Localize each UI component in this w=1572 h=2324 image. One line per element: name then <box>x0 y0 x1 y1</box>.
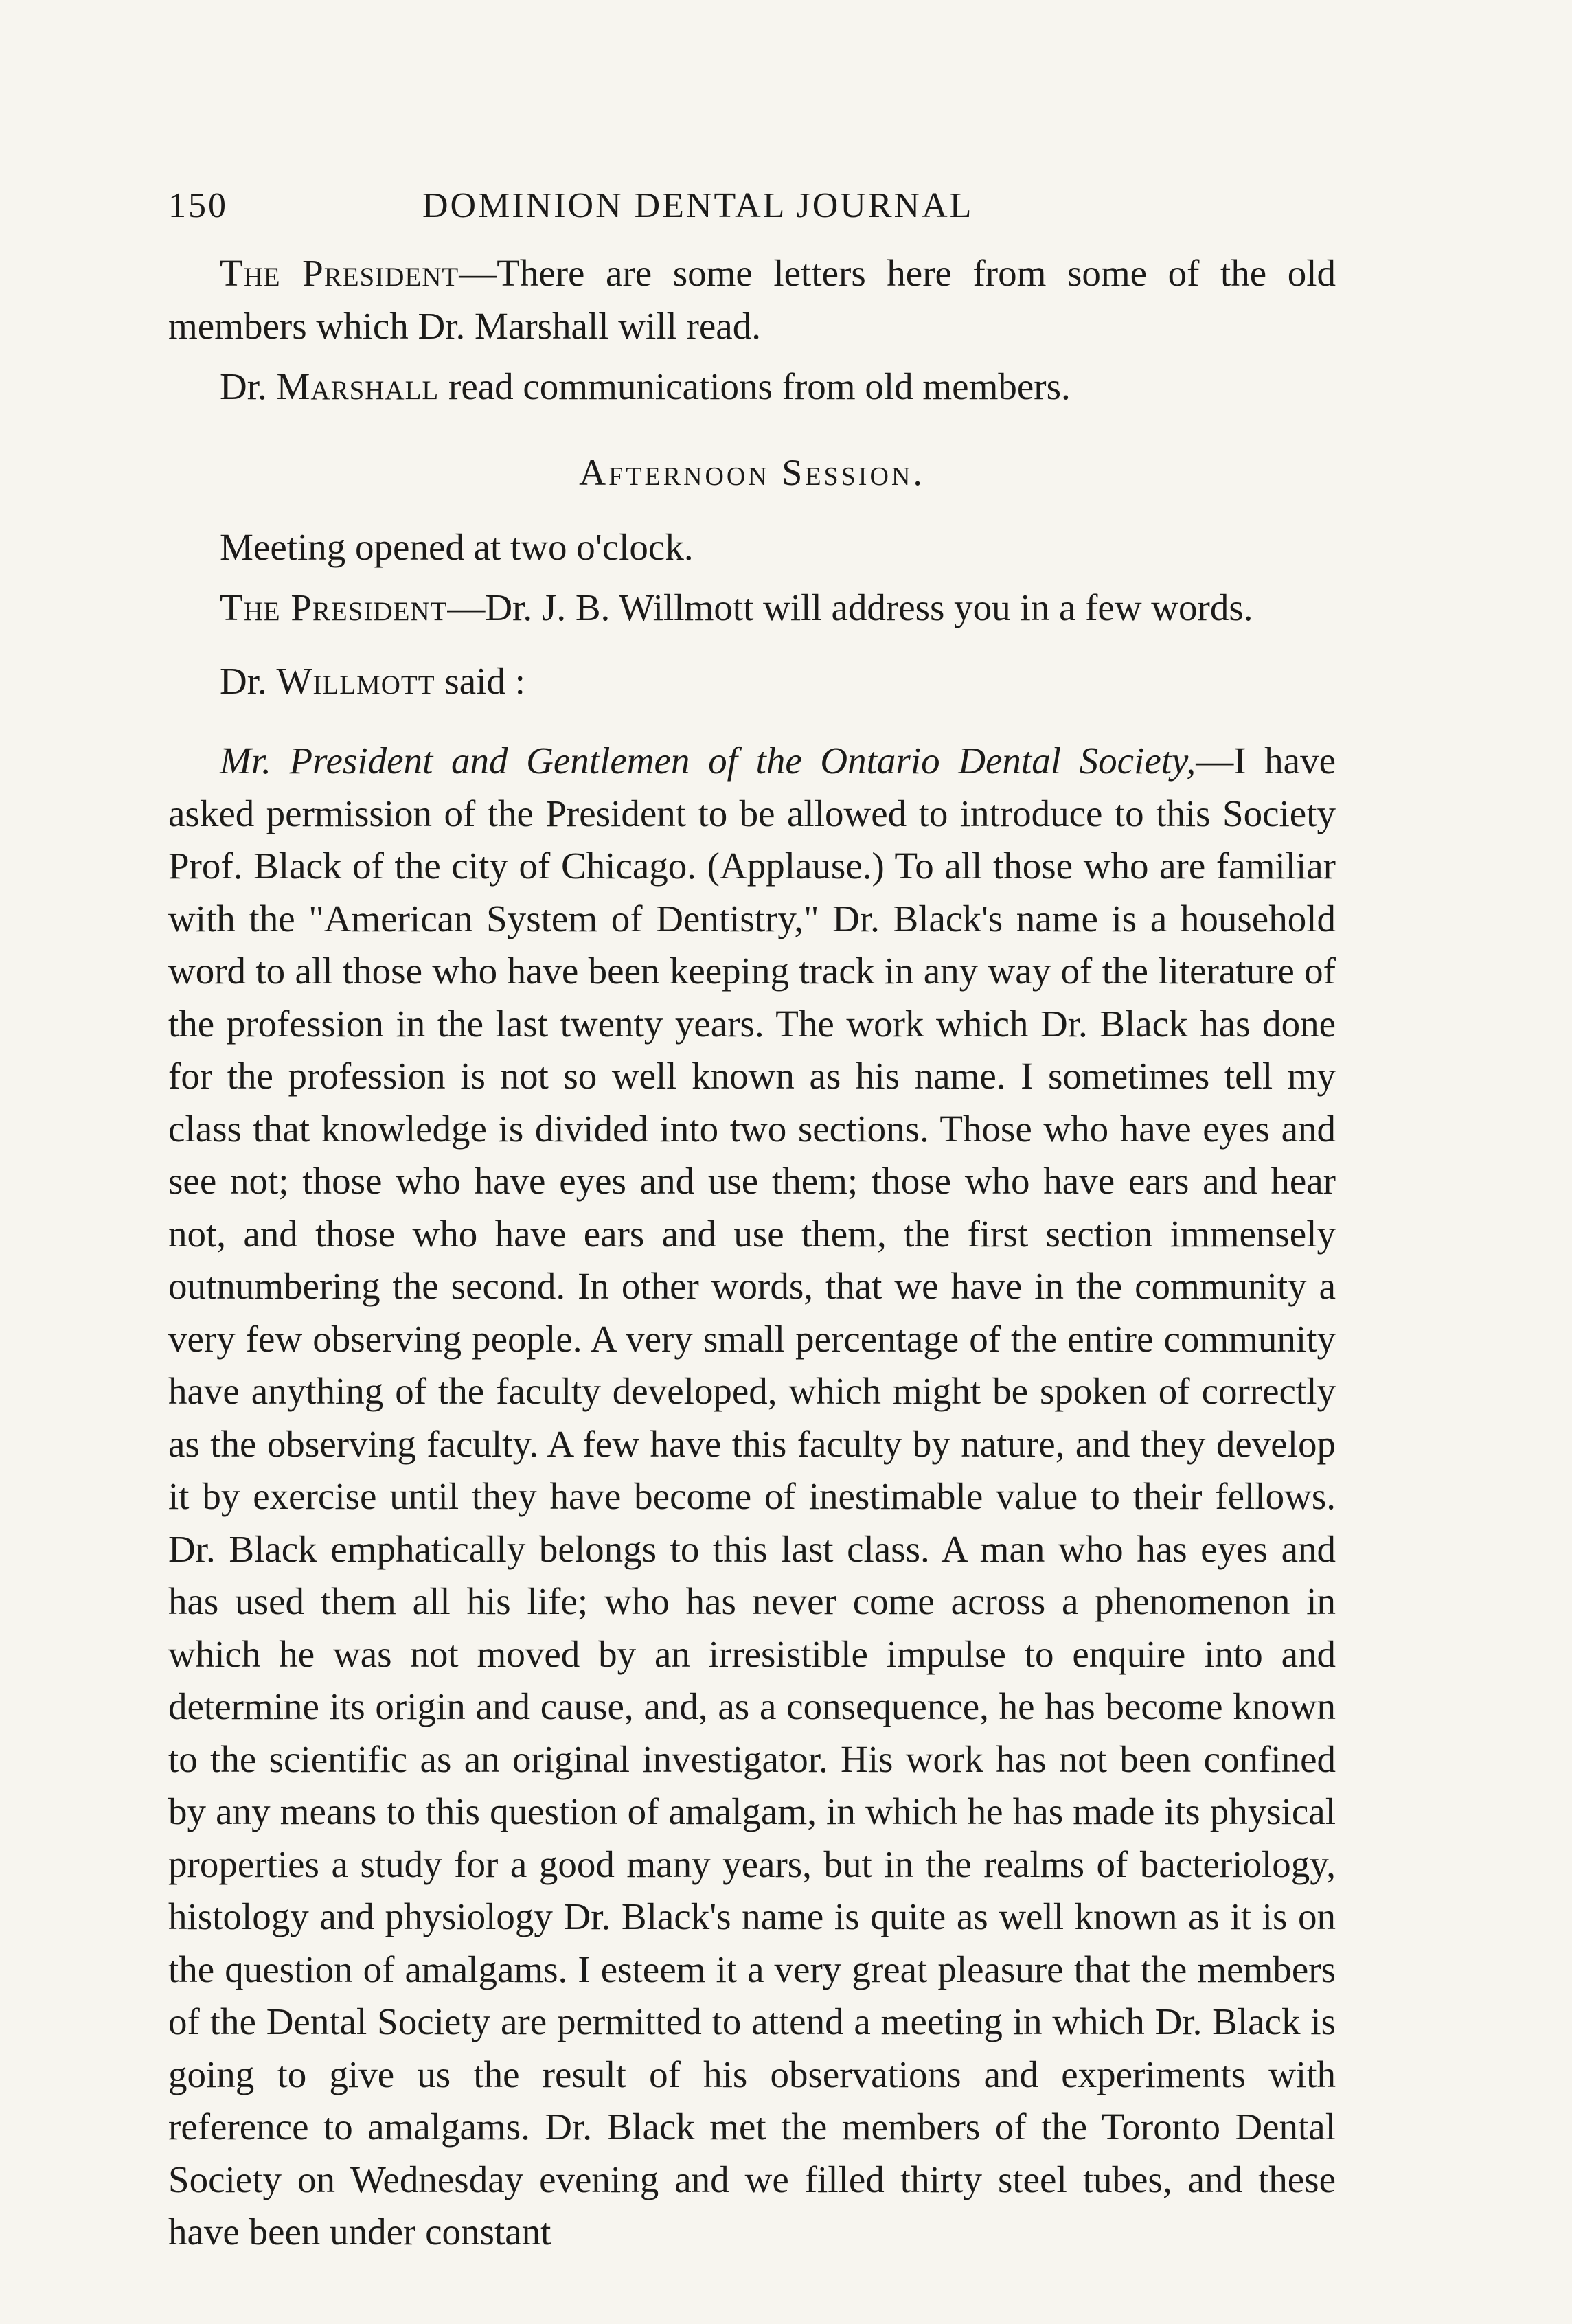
speech-paragraph <box>168 735 1336 2259</box>
willmott-said-paragraph <box>168 655 1336 708</box>
paragraph-text: read communications from old members. <box>439 365 1071 407</box>
speech-salutation: Mr. President and Gentlemen of the Ontario Dental Society, <box>220 740 1196 782</box>
speech-text: —I have asked permission of the President to be allowed to introduce to this Society Prof. Black of the city of Chicago. (Applause.) To all those who are familiar with the "American System of Dentistry," Dr. Black's name is a household word to all those who have been keeping track in any way of the literature of the profession in the last twenty years. The work which Dr. Black has done for the profession is not so well known as his name. I sometimes tell my class that knowledge is divided into two sections. Those who have eyes and see not; those who have eyes and use them; those who have ears and hear not, and those who have ears and use them, the first section immensely outnumbering the second. In other words, that we have in the community a very few observing people. A very small percentage of the entire community have anything of the faculty developed, which might be spoken of correctly as the observing faculty. A few have this faculty by nature, and they develop it by exercise until they have become of inestimable value to their fellows. Dr. Black emphatically belongs to this last class. A man who has eyes and has used them all his life; who has never come across a phenomenon in which he was not moved by an irresistible impulse to enquire into and determine its origin and cause, and, as a consequence, he has become known to the scientific as an original investigator. His work has not been confined by any means to this question of amalgam, in which he has made its physical properties a study for a good many years, but in the realms of bacteriology, histology and physiology Dr. Black's name is quite as well known as it is on the question of amalgams. I esteem it a very great pleasure that the members of the Dental Society are permitted to attend a meeting in which Dr. Black is going to give us the result of his observations and experiments with reference to amalgams. Dr. Black met the members of the Toronto Dental Society on Wednesday evening and we filled thirty steel tubes, and these have been under constant <box>168 740 1336 2253</box>
paragraph-text: said : <box>435 659 525 702</box>
paragraph-text: —There are some letters here from some of the old members which Dr. Marshall will read. <box>168 252 1336 347</box>
section-heading: Afternoon Session. <box>579 451 925 493</box>
speaker-name: Willmott <box>276 659 435 702</box>
paragraph-text: —Dr. J. B. Willmott will address you in a few words. <box>447 586 1253 628</box>
page-number: 150 <box>168 186 228 225</box>
journal-title: DOMINION DENTAL JOURNAL <box>422 186 974 225</box>
speaker-name: The President <box>220 586 448 628</box>
meeting-paragraph: Meeting opened at two o'clock. <box>220 525 694 568</box>
journal-page <box>168 185 1336 2259</box>
running-head <box>168 185 1336 247</box>
president-introduction-paragraph <box>168 582 1336 635</box>
speaker-name: The President <box>220 252 459 294</box>
marshall-paragraph <box>168 361 1336 413</box>
speaker-prefix: Dr. <box>220 659 277 702</box>
president-remark-paragraph <box>168 247 1336 352</box>
speaker-name: Marshall <box>276 365 440 407</box>
speaker-prefix: Dr. <box>220 365 277 407</box>
